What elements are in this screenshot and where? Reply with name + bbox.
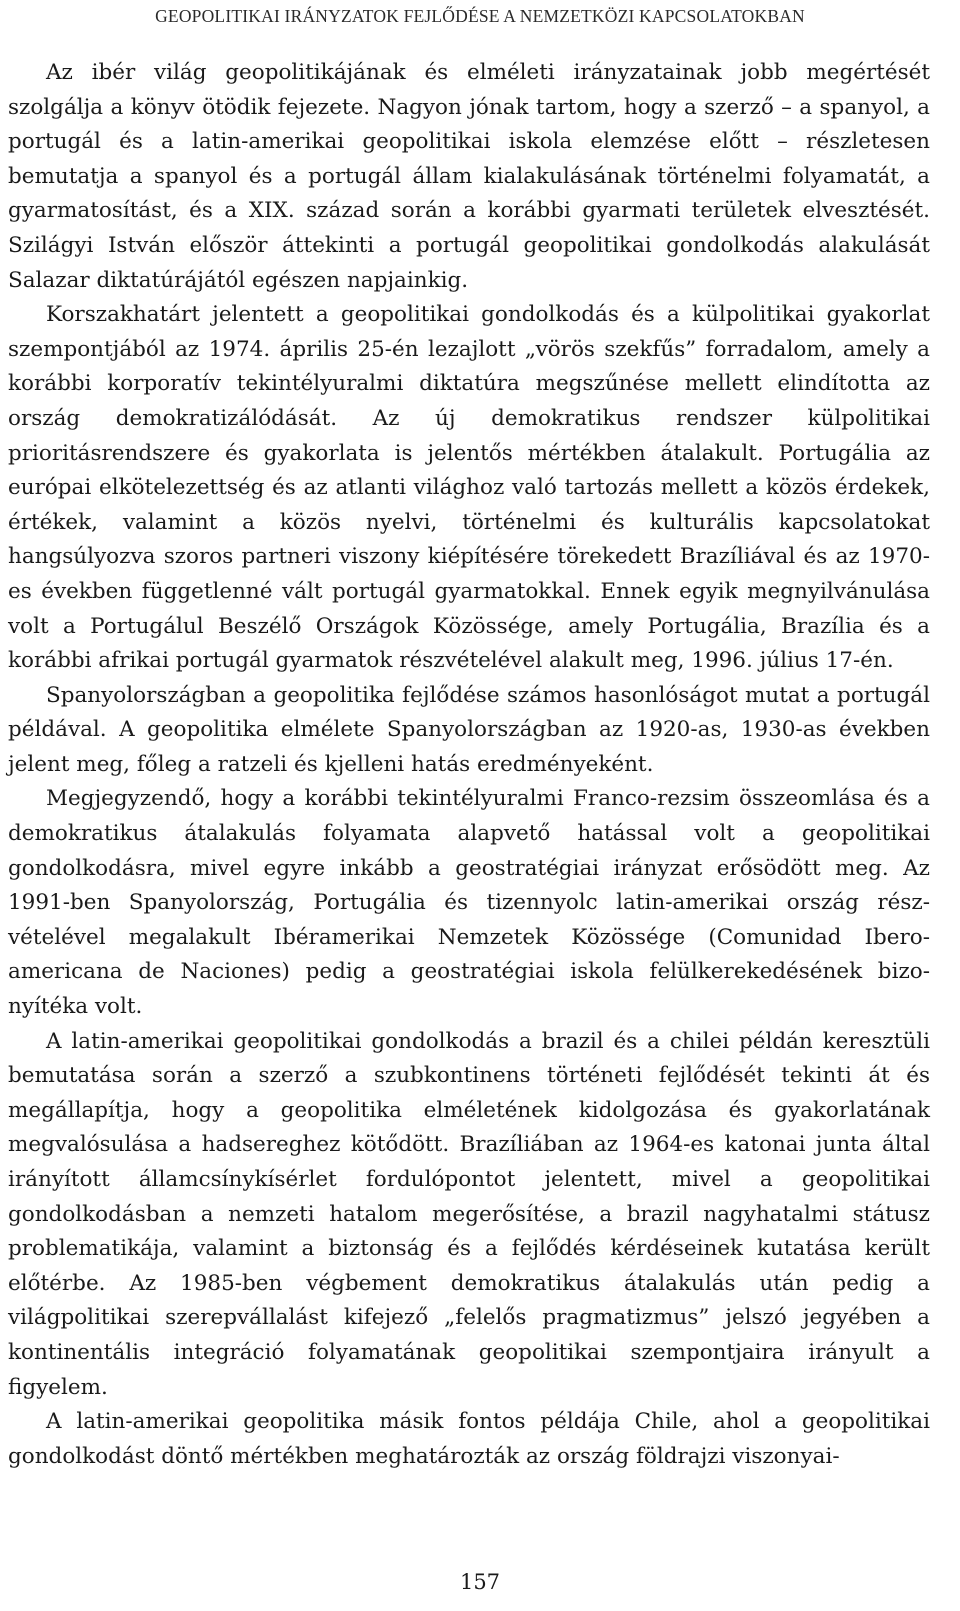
page-number: 157 bbox=[459, 1570, 501, 1594]
paragraph: Korszakhatárt jelentett a geopolitikai gondolkodás és a külpolitikai gyakorlat szempontjából az 1974. április 25-én lezajlott „vörös szekfűs” forradalom, amely a korábbi korporatív tekintélyuralmi diktatúra megszűnése mellett elindította az ország demokratizálódását. Az új demokratikus rendszer külpolitikai prioritásrendszere és gyakorlata is jelentős mértékben átalakult. Portugália az európai elkötelezettség és az atlanti világhoz való tartozás mellett a közös érdekek, értékek, valamint a közös nyelvi, történelmi és kulturális kapcsolatokat hangsúlyozva szoros partneri viszony kiépítésére törekedett Brazíliával és az 1970-es években függetlenné vált portugál gyarmatokkal. Ennek egyik megnyilvánulása volt a Portugálul Beszélő Országok Közössége, amely Portugália, Brazília és a korábbi afrikai portugál gyarmatok részvételével alakult meg, 1996. július 17-én. bbox=[8, 302, 930, 674]
paragraph: A latin-amerikai geopolitikai gondolkodás a brazil és a chilei példán keresztüli bemutatása során a szerző a szubkontinens történeti fejlődését tekinti át és megállapítja, hogy a geopolitika elméletének kidolgozása és gyakorlatának megvalósulása a hadsereghez kötődött. Brazíliában az 1964-es katonai junta által irányított államcsínykísérlet fordulópontot jelentett, mivel a geopolitikai gondolkodásban a nemzeti hatalom megerősítése, a brazil nagyhatalmi státusz problematikája, valamint a biztonság és a fejlődés kérdéseinek kutatása került előtérbe. Az 1985-ben végbement demokratikus átalakulás után pedig a világpolitikai szerepvállalást kifejező „felelős pragmatizmus” jelszó jegyében a kontinentális integráció folyamatának geopolitikai szempontjaira irányult a figyelem. bbox=[8, 1028, 930, 1400]
paragraph: Az ibér világ geopolitikájának és elméleti irányzatainak jobb megértését szolgálja a könyv ötödik fejezete. Nagyon jónak tartom, hogy a szerző – a spanyol, a portugál és a latin-amerikai geopolitikai iskola elemzése előtt – részletesen bemutatja a spanyol és a portugál állam kialakulásának történelmi folyamatát, a gyarmatosítást, és a XIX. század során a korábbi gyarmati területek elvesztését. Szilágyi István először áttekinti a portugál geopolitikai gondolkodás alakulását Salazar diktatúrájától egészen napjainkig. bbox=[8, 60, 930, 293]
running-header: GEOPOLITIKAI IRÁNYZATOK FEJLŐDÉSE A NEMZETKÖZI KAPCSOLATOKBAN bbox=[155, 6, 805, 26]
paragraph: A latin-amerikai geopolitika másik fontos példája Chile, ahol a geopolitikai gondolkodást döntő mértékben meghatározták az ország földrajzi viszonyai- bbox=[8, 1409, 930, 1469]
paragraph: Spanyolországban a geopolitika fejlődése számos hasonlóságot mutat a portugál példával. A geopolitika elmélete Spanyolországban az 1920-as, 1930-as években jelent meg, főleg a ratzeli és kjelleni hatás eredményeként. bbox=[8, 682, 930, 777]
body-text bbox=[8, 56, 930, 1474]
paragraph: Megjegyzendő, hogy a korábbi tekintélyuralmi Franco-rezsim összeomlása és a demokratikus átalakulás folyamata alapvető hatással volt a geopolitikai gondolkodásra, mivel egyre inkább a geostratégiai irányzat erősödött meg. Az 1991-ben Spanyolország, Portugália és tizennyolc latin-amerikai ország részvételével megalakult Ibéramerikai Nemzetek Közössége (Comunidad Iberoamericana de Naciones) pedig a geostratégiai iskola felülkerekedésének bizonyítéka volt. bbox=[8, 786, 930, 1020]
